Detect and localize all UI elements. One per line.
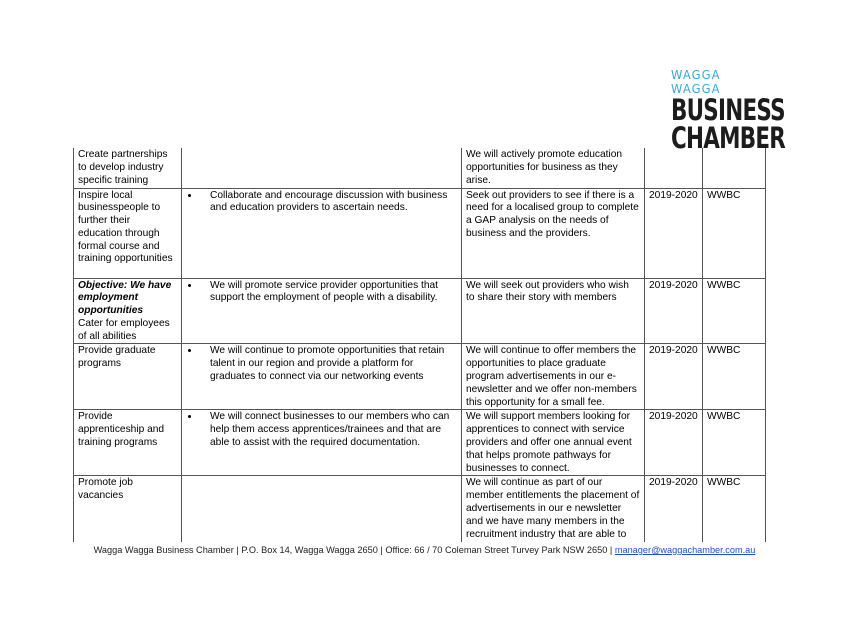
responsibility-cell: WWBC xyxy=(703,188,766,278)
strategy-cell xyxy=(182,278,462,344)
table-row xyxy=(74,278,766,344)
footer-address: Wagga Wagga Business Chamber | P.O. Box 14, Wagga Wagga 2650 | Office: 66 / 70 Coleman Street Turvey Park NSW 2650 | xyxy=(93,545,615,555)
goal-cell: Create partnerships to develop industry specific training xyxy=(74,148,182,188)
goal-cell: Objective: We have employment opportunities Cater for employees of all abilities xyxy=(74,278,182,344)
responsibility-cell: WWBC xyxy=(703,410,766,476)
outcome-cell: We will seek out providers who wish to share their story with members xyxy=(462,278,645,344)
outcome-cell: Seek out providers to see if there is a need for a localised group to complete a GAP analysis on the needs of business and the providers. xyxy=(462,188,645,278)
outcome-cell: We will support members looking for apprentices to connect with service providers and offer one annual event that helps promote pathways for businesses to connect. xyxy=(462,410,645,476)
table-row xyxy=(74,476,766,542)
timeframe-cell: 2019-2020 xyxy=(645,188,703,278)
timeframe-cell xyxy=(645,148,703,188)
strategy-cell xyxy=(182,410,462,476)
goal-cell: Promote job vacancies xyxy=(74,476,182,542)
timeframe-cell: 2019-2020 xyxy=(645,278,703,344)
outcome-cell: We will actively promote education opportunities for business as they arise. xyxy=(462,148,645,188)
outcome-cell: We will continue to offer members the opportunities to place graduate program advertisements in our e-newsletter and we offer non-members this opportunity for a small fee. xyxy=(462,344,645,410)
logo-line-3: CHAMBER xyxy=(671,121,786,155)
timeframe-cell: 2019-2020 xyxy=(645,476,703,542)
objective-label: Objective: We have employment opportunities xyxy=(78,279,172,317)
table-row xyxy=(74,410,766,476)
strategy-cell xyxy=(182,344,462,410)
logo-line-2: BUSINESS xyxy=(671,93,785,127)
responsibility-cell: WWBC xyxy=(703,278,766,344)
strategy-cell xyxy=(182,188,462,278)
outcome-cell: We will continue as part of our member entitlements the placement of advertisements in our e newsletter and we have many members in the recruitment industry that are able to xyxy=(462,476,645,542)
goal-cell: Provide apprenticeship and training programs xyxy=(74,410,182,476)
timeframe-cell: 2019-2020 xyxy=(645,344,703,410)
table-row xyxy=(74,148,766,188)
strategy-bullet: • We will continue to promote opportunities that retain talent in our region and provide a platform for graduates to connect via our networking events xyxy=(200,345,457,383)
strategy-cell xyxy=(182,148,462,188)
goal-cell: Provide graduate programs xyxy=(74,344,182,410)
page-footer xyxy=(0,545,849,555)
table-row xyxy=(74,344,766,410)
action-plan-table xyxy=(73,148,766,542)
logo-line-1: WAGGA WAGGA xyxy=(671,67,721,96)
timeframe-cell: 2019-2020 xyxy=(645,410,703,476)
responsibility-cell: WWBC xyxy=(703,476,766,542)
responsibility-cell xyxy=(703,148,766,188)
responsibility-cell: WWBC xyxy=(703,344,766,410)
strategy-cell xyxy=(182,476,462,542)
strategy-bullet: • We will promote service provider opportunities that support the employment of people with a disability. xyxy=(200,280,457,306)
strategy-bullet: • Collaborate and encourage discussion with business and education providers to ascertain needs. xyxy=(200,190,457,216)
goal-cell: Inspire local businesspeople to further their education through formal course and training opportunities xyxy=(74,188,182,278)
table-row xyxy=(74,188,766,278)
chamber-logo xyxy=(671,67,786,155)
strategy-bullet: • We will connect businesses to our members who can help them access apprentices/trainees and that are able to assist with the required documentation. xyxy=(200,411,457,449)
footer-email-link[interactable]: manager@waggachamber.com.au xyxy=(614,545,756,555)
